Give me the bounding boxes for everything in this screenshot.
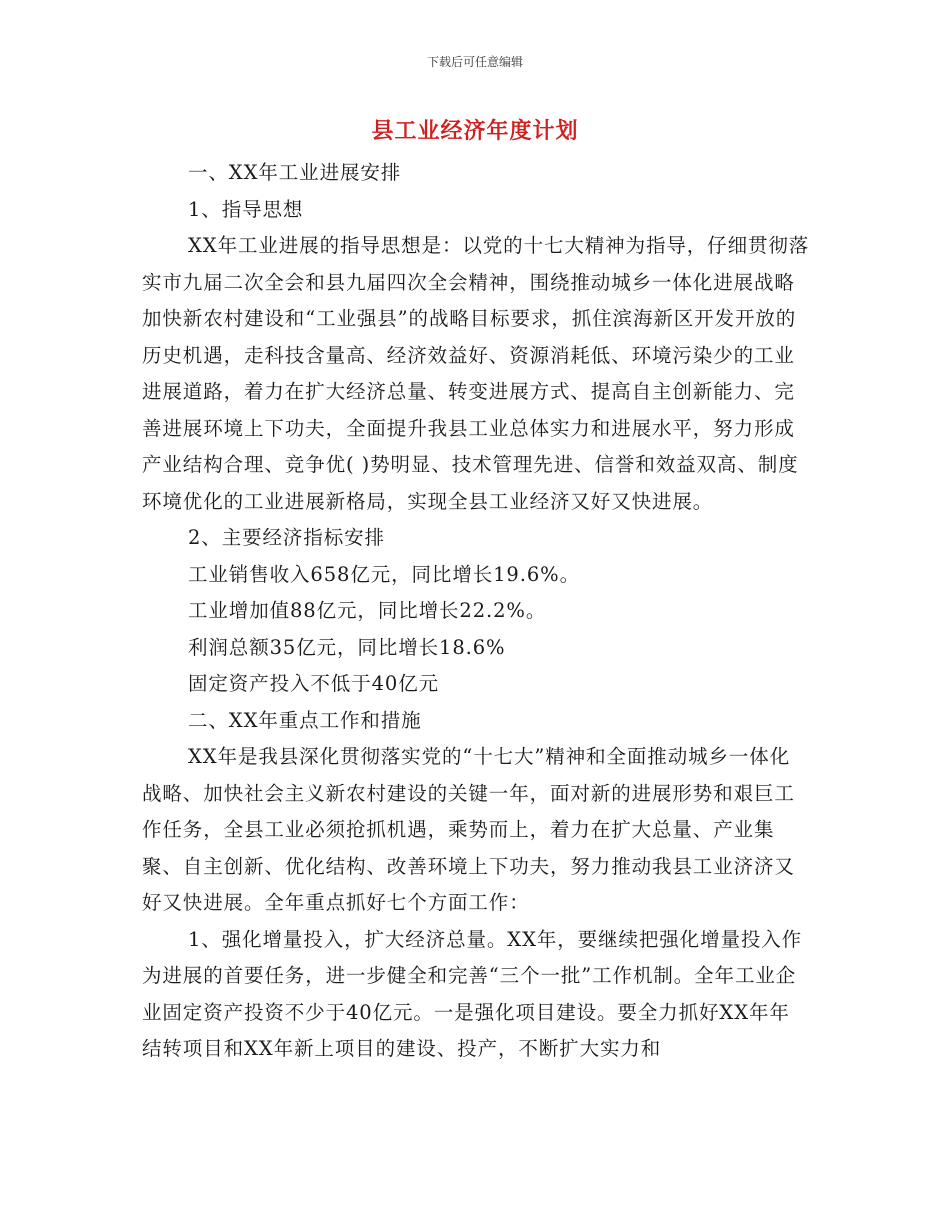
section-heading: 二、XX年重点工作和措施 — [188, 708, 422, 732]
paragraph: XX年工业进展的指导思想是：以党的十七大精神为指导，仔细贯彻落实市九届二次全会和县九届四次全会精神，围绕推动城乡一体化进展战略加快新农村建设和“工业强县”的战略目标要求，抓住滨海新区开发开放的历史机遇，走科技含量高、经济效益好、资源消耗低、环境污染少的工业进展道路，着力在扩大经济总量、转变进展方式、提高自主创新能力、完善进展环境上下功夫，全面提升我县工业总体实力和进展水平，努力形成产业结构合理、竞争优( )势明显、技术管理先进、信誉和效益双高、制度环境优化的工业进展新格局，实现全县工业经济又好又快进展。 — [142, 234, 810, 513]
indicator-line: 利润总额35亿元，同比增长18.6% — [188, 635, 506, 659]
indicator-line: 工业销售收入658亿元，同比增长19.6%。 — [188, 562, 580, 586]
paragraph: XX年是我县深化贯彻落实党的“十七大”精神和全面推动城乡一体化战略、加快社会主义新农村建设的关键一年，面对新的进展形势和艰巨工作任务，全县工业必须抢抓机遇，乘势而上，着力在扩大总量、产业集聚、自主创新、优化结构、改善环境上下功夫，努力推动我县工业济济又好又快进展。全年重点抓好七个方面工作： — [142, 745, 795, 914]
section-heading: 一、XX年工业进展安排 — [188, 161, 402, 184]
subsection-heading: 1、指导思想 — [188, 197, 304, 221]
document-title: 县工业经济年度计划 — [371, 119, 579, 144]
indicator-line: 固定资产投入不低于40亿元 — [188, 672, 440, 695]
document-body — [142, 155, 810, 1068]
subsection-heading: 2、主要经济指标安排 — [188, 526, 385, 549]
indicator-line: 工业增加值88亿元，同比增长22.2%。 — [188, 599, 547, 622]
page-header-note: 下载后可任意编辑 — [426, 55, 523, 69]
paragraph: 1、强化增量投入，扩大经济总量。XX年，要继续把强化增量投入作为进展的首要任务，进一步健全和完善“三个一批”工作机制。全年工业企业固定资产投资不少于40亿元。一是强化项目建设。要全力抓好XX年年结转项目和XX年新上项目的建设、投产，不断扩大实力和 — [142, 927, 803, 1060]
